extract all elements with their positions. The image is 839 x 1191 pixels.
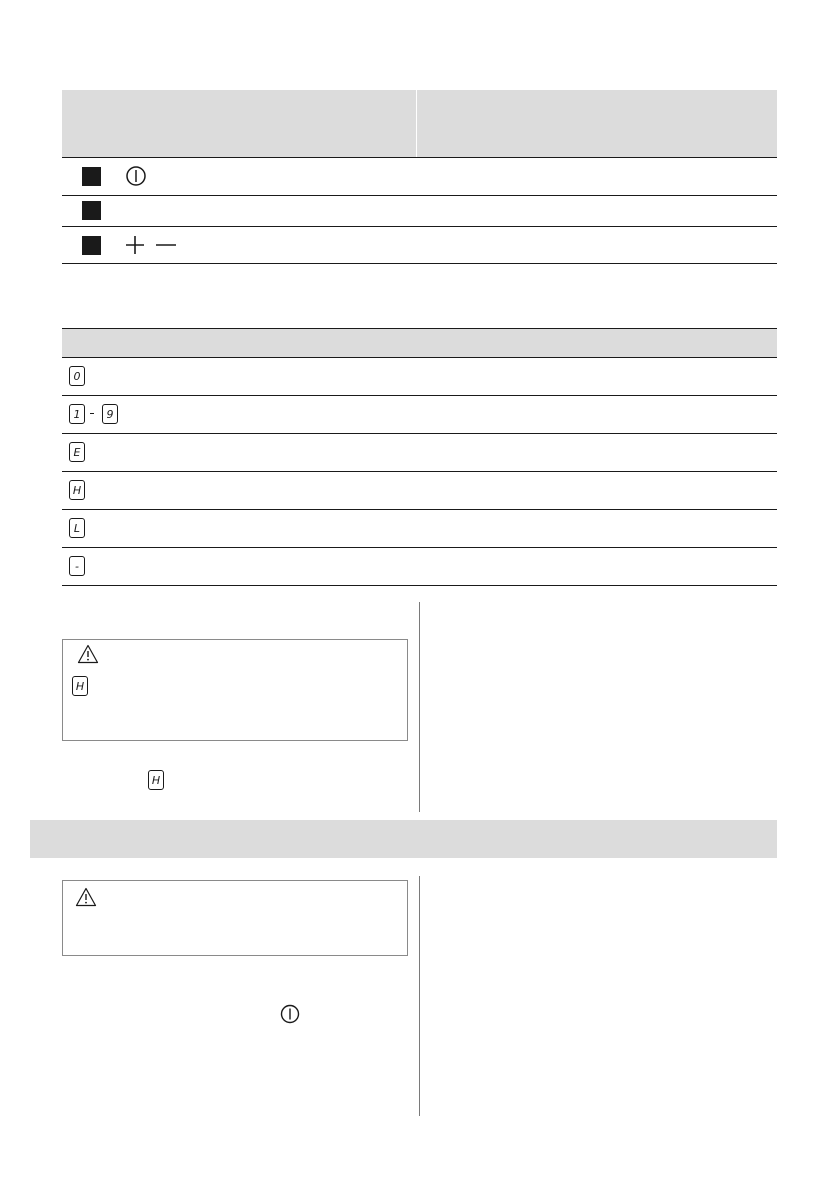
warning-box bbox=[62, 880, 408, 956]
table-2-divider bbox=[62, 585, 777, 586]
table-2-divider bbox=[62, 547, 777, 548]
table-1-divider bbox=[62, 157, 777, 158]
display-glyph: H bbox=[72, 676, 88, 696]
section-heading-band bbox=[30, 820, 777, 858]
table-2-divider bbox=[62, 433, 777, 434]
table-2-divider bbox=[62, 357, 777, 358]
power-icon bbox=[125, 165, 147, 187]
column-divider bbox=[419, 602, 420, 812]
square-marker bbox=[82, 236, 101, 255]
display-glyph: H bbox=[148, 770, 164, 790]
table-2-divider bbox=[62, 471, 777, 472]
display-glyph: 1 bbox=[69, 404, 85, 424]
warning-box bbox=[62, 639, 408, 741]
display-glyph: L bbox=[69, 518, 85, 538]
table-1-header-divider bbox=[416, 90, 417, 157]
column-divider bbox=[419, 876, 420, 1116]
warning-icon bbox=[77, 644, 99, 664]
square-marker bbox=[82, 201, 101, 220]
warning-icon bbox=[75, 887, 97, 907]
plus-icon bbox=[125, 235, 145, 255]
display-glyph: E bbox=[69, 442, 85, 462]
display-glyph: 9 bbox=[102, 404, 118, 424]
table-1-divider bbox=[62, 195, 777, 196]
square-marker bbox=[82, 167, 101, 186]
table-1-header bbox=[62, 90, 777, 157]
table-2-header bbox=[62, 328, 777, 357]
display-glyph: H bbox=[69, 480, 85, 500]
range-dash bbox=[90, 413, 94, 414]
display-glyph: - bbox=[69, 556, 85, 576]
minus-icon bbox=[155, 235, 177, 255]
table-1-divider bbox=[62, 226, 777, 227]
table-1-divider bbox=[62, 263, 777, 264]
display-glyph: 0 bbox=[69, 366, 85, 386]
table-2-divider bbox=[62, 328, 777, 329]
table-2-divider bbox=[62, 509, 777, 510]
power-icon bbox=[280, 1004, 300, 1024]
table-2-divider bbox=[62, 395, 777, 396]
